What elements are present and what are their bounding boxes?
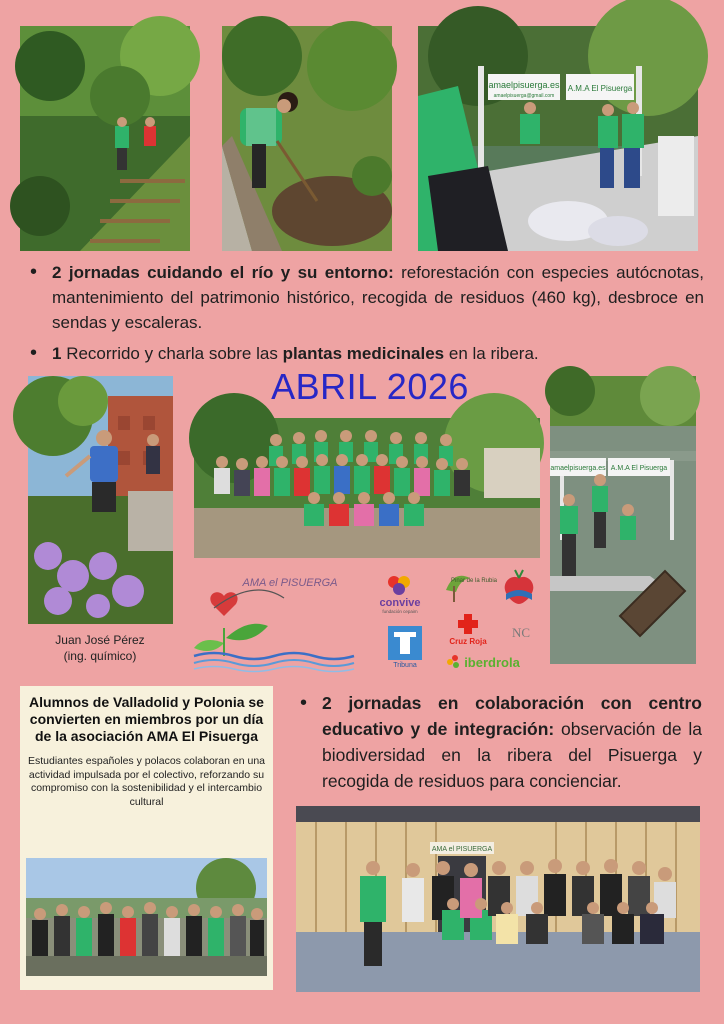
month-title: ABRIL 2026 [271,366,469,407]
photo-boat-river-cleanup [550,376,696,664]
photo-educational-group [296,806,700,992]
news-clipping [20,686,273,990]
boat-banner-right: A.M.A El Pisuerga [567,84,633,93]
logo-tribuna-text: Tribuna [393,662,417,669]
photo-students-group [26,858,267,976]
bullet-river-care [20,260,704,335]
logo-convive-cepaim [374,572,426,616]
bullet-medicinal-text-start: Recorrido y charla sobre las [61,344,283,363]
logo-tribuna [388,626,422,668]
building-sign: AMA el PISUERGA [431,846,493,853]
activities-list-bottom [290,690,702,794]
logo-convive-sub: fundación cepaim [382,609,418,614]
caption-name: Juan José Pérez [55,633,145,647]
logo-pinar-de-la-rubia [440,568,498,610]
news-body: Estudiantes españoles y polacos colaboran en una actividad impulsada por el colectivo, reforzando su compromiso con la sostenibilidad y el intercambio cultural [28,755,265,808]
photo-stairs-clearing [20,26,190,251]
boat-banner-left: amaelpisuerga.es [488,80,560,90]
bullet-medicinal-count: 1 [52,344,62,363]
bullet-medicinal-plants [20,341,704,366]
bullet-medicinal-text-end: en la ribera. [444,344,539,363]
logo-cruz-roja-text: Cruz Roja [449,637,487,646]
boat-banner-left-small: amaelpisuerga@gmail.com [493,93,555,99]
logo-ama-text: AMA el PISUERGA [242,577,338,589]
bullet-educational-center [290,690,702,794]
logo-convive-text: convive [379,597,421,609]
logo-pinar-text: Pinar de la Rubia [450,578,498,584]
logo-ama-el-pisuerga [194,568,354,672]
logo-cruz-roja [444,612,494,646]
photo-boat-waste-collection [418,26,698,251]
bullet-educational-text: observación de la biodiversidad en la ribera del Pisuerga y recogida de residuos para concienciar. [322,719,702,791]
logo-iberdrola [444,652,528,672]
photo-caption [28,632,172,664]
bullet-river-care-bold: 2 jornadas cuidando el río y su entorno: [52,263,394,282]
news-headline: Alumnos de Valladolid y Polonia se convierten en miembros por un día de la asociación AMA El Pisuerga [29,694,264,744]
photo-volunteer-group [194,418,540,558]
logo-strawberry-mark [500,566,538,606]
caption-role: (ing. químico) [63,649,137,663]
bullet-river-care-text: reforestación con especies autócnotas, mantenimiento del patrimonio histórico, recogida de residuos (460 kg), desbroce en sendas y escaleras. [52,263,704,332]
photo-medicinal-plants-talk [28,376,173,624]
logo-iberdrola-text: iberdrola [464,655,520,670]
photo-volunteer-planting [222,26,392,251]
activities-list-top [20,260,704,366]
logo-nc-text: NC [511,625,531,640]
bullet-educational-bold: 2 jornadas en colaboración con centro educativo y de integración: [322,693,702,739]
bullet-medicinal-bold: plantas medicinales [282,344,445,363]
boat2-banner-right: A.M.A El Pisuerga [610,465,668,472]
boat2-banner-left: amaelpisuerga.es [550,465,606,472]
logo-nc [508,622,534,642]
